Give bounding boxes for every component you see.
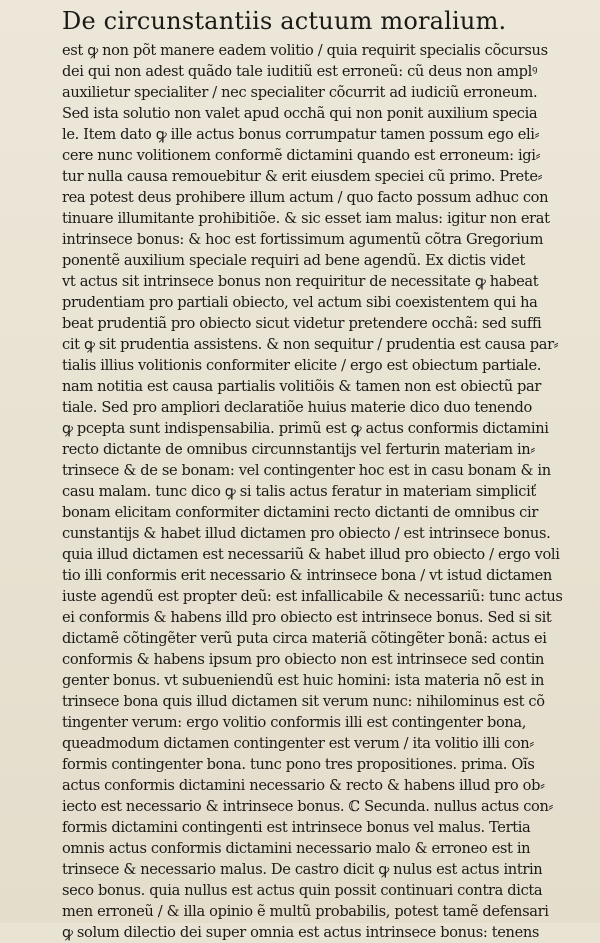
text-line: cunstantijs & habet illud dictamen pro obiecto / est intrinsece bonus. [62, 525, 551, 542]
text-body [62, 40, 582, 943]
text-line: tialis illius volitionis conformiter elicite / ergo est obiectum partiale. [62, 357, 542, 374]
text-line: prudentiam pro partiali obiecto, vel actum sibi coexistentem qui ha [62, 294, 538, 311]
text-line: queadmodum dictamen contingenter est verum / ita volitio illi con⸗ [62, 735, 534, 752]
text-line: ꝙ pcepta sunt indispensabilia. primũ est ꝙ actus conformis dictamini [62, 420, 549, 437]
text-line: tinuare illumitante prohibitiõe. & sic esset iam malus: igitur non erat [62, 210, 550, 227]
text-line: seco bonus. quia nullus est actus quin possit continuari contra dicta [62, 882, 543, 899]
running-head: De circunstantiis actuum moralium. [62, 7, 507, 35]
text-line: iecto est necessario & intrinsece bonus. ℂ Secunda. nullus actus con⸗ [62, 798, 554, 815]
text-line: quia illud dictamen est necessariũ & habet illud pro obiecto / ergo voli [62, 546, 560, 563]
text-line: dei qui non adest quãdo tale iuditiũ est erroneũ: cũ deus non amplꝰ [62, 63, 538, 80]
text-line: formis contingenter bona. tunc pono tres propositiones. prima. Oĩs [62, 756, 535, 773]
text-line: actus conformis dictamini necessario & recto & habens illud pro ob⸗ [62, 777, 545, 794]
text-line: formis dictamini contingenti est intrinsece bonus vel malus. Tertia [62, 819, 531, 836]
text-line: le. Item dato ꝙ ille actus bonus corrumpatur tamen possum ego eli⸗ [62, 126, 540, 143]
text-line: iuste agendũ est propter deũ: est infallicabile & necessariũ: tunc actus [62, 588, 563, 605]
text-line: trinsece bona quis illud dictamen sit verum nunc: nihilominus est cõ [62, 693, 545, 710]
text-line: tio illi conformis erit necessario & intrinsece bona / vt istud dictamen [62, 567, 552, 584]
text-line: rea potest deus prohibere illum actum / quo facto possum adhuc con [62, 189, 549, 206]
text-line: genter bonus. vt subueniendũ est huic homini: ista materia nõ est in [62, 672, 545, 689]
text-line: trinsece & necessario malus. De castro dicit ꝙ nulus est actus intrin [62, 861, 543, 878]
text-line: ꝙ solum dilectio dei super omnia est actus intrinsece bonus: tenens [62, 924, 540, 941]
text-line: trinsece & de se bonam: vel contingenter hoc est in casu bonam & in [62, 462, 551, 479]
text-line: dictamẽ cõtingẽter verũ puta circa materiã cõtingẽter bonã: actus ei [62, 630, 547, 647]
text-line: ponentẽ auxilium speciale requiri ad bene agendũ. Ex dictis videt [62, 252, 525, 269]
text-line: est ꝙ non põt manere eadem volitio / quia requirit specialis cõcursus [62, 42, 548, 59]
text-line: recto dictante de omnibus circunnstantijs vel ferturin materiam in⸗ [62, 441, 535, 458]
text-line: casu malam. tunc dico ꝙ si talis actus feratur in materiam simpliciť [62, 483, 536, 500]
text-line: cit ꝙ sit prudentia assistens. & non sequitur / prudentia est causa par⸗ [62, 336, 559, 353]
text-line: men erroneũ / & illa opinio ẽ multũ probabilis, potest tamẽ defensari [62, 903, 549, 920]
text-line: omnis actus conformis dictamini necessario malo & erroneo est in [62, 840, 531, 857]
text-line: Sed ista solutio non valet apud occhã qui non ponit auxilium specia [62, 105, 538, 122]
text-line: tur nulla causa remouebitur & erit eiusdem speciei cũ primo. Prete⸗ [62, 168, 543, 185]
text-line: intrinsece bonus: & hoc est fortissimum agumentũ cõtra Gregorium [62, 231, 544, 248]
text-line: auxilietur specialiter / nec specialiter cõcurrit ad iudiciũ erroneum. [62, 84, 538, 101]
text-line: vt actus sit intrinsece bonus non requiritur de necessitate ꝙ habeat [62, 273, 539, 290]
text-line: tingenter verum: ergo volitio conformis illi est contingenter bona, [62, 714, 527, 731]
text-line: bonam elicitam conformiter dictamini recto dictanti de omnibus cir [62, 504, 538, 521]
text-line: beat prudentiã pro obiecto sicut videtur pretendere occhã: sed suffi [62, 315, 542, 332]
text-line: cere nunc volitionem conformẽ dictamini quando est erroneum: igi⸗ [62, 147, 541, 164]
text-line: tiale. Sed pro ampliori declaratiõe huius materie dico duo tenendo [62, 399, 532, 416]
text-line: nam notitia est causa partialis volitiõis & tamen non est obiectũ par [62, 378, 542, 395]
text-line: ei conformis & habens illd pro obiecto est intrinsece bonus. Sed si sit [62, 609, 552, 626]
text-line: conformis & habens ipsum pro obiecto non est intrinsece sed contin [62, 651, 545, 668]
